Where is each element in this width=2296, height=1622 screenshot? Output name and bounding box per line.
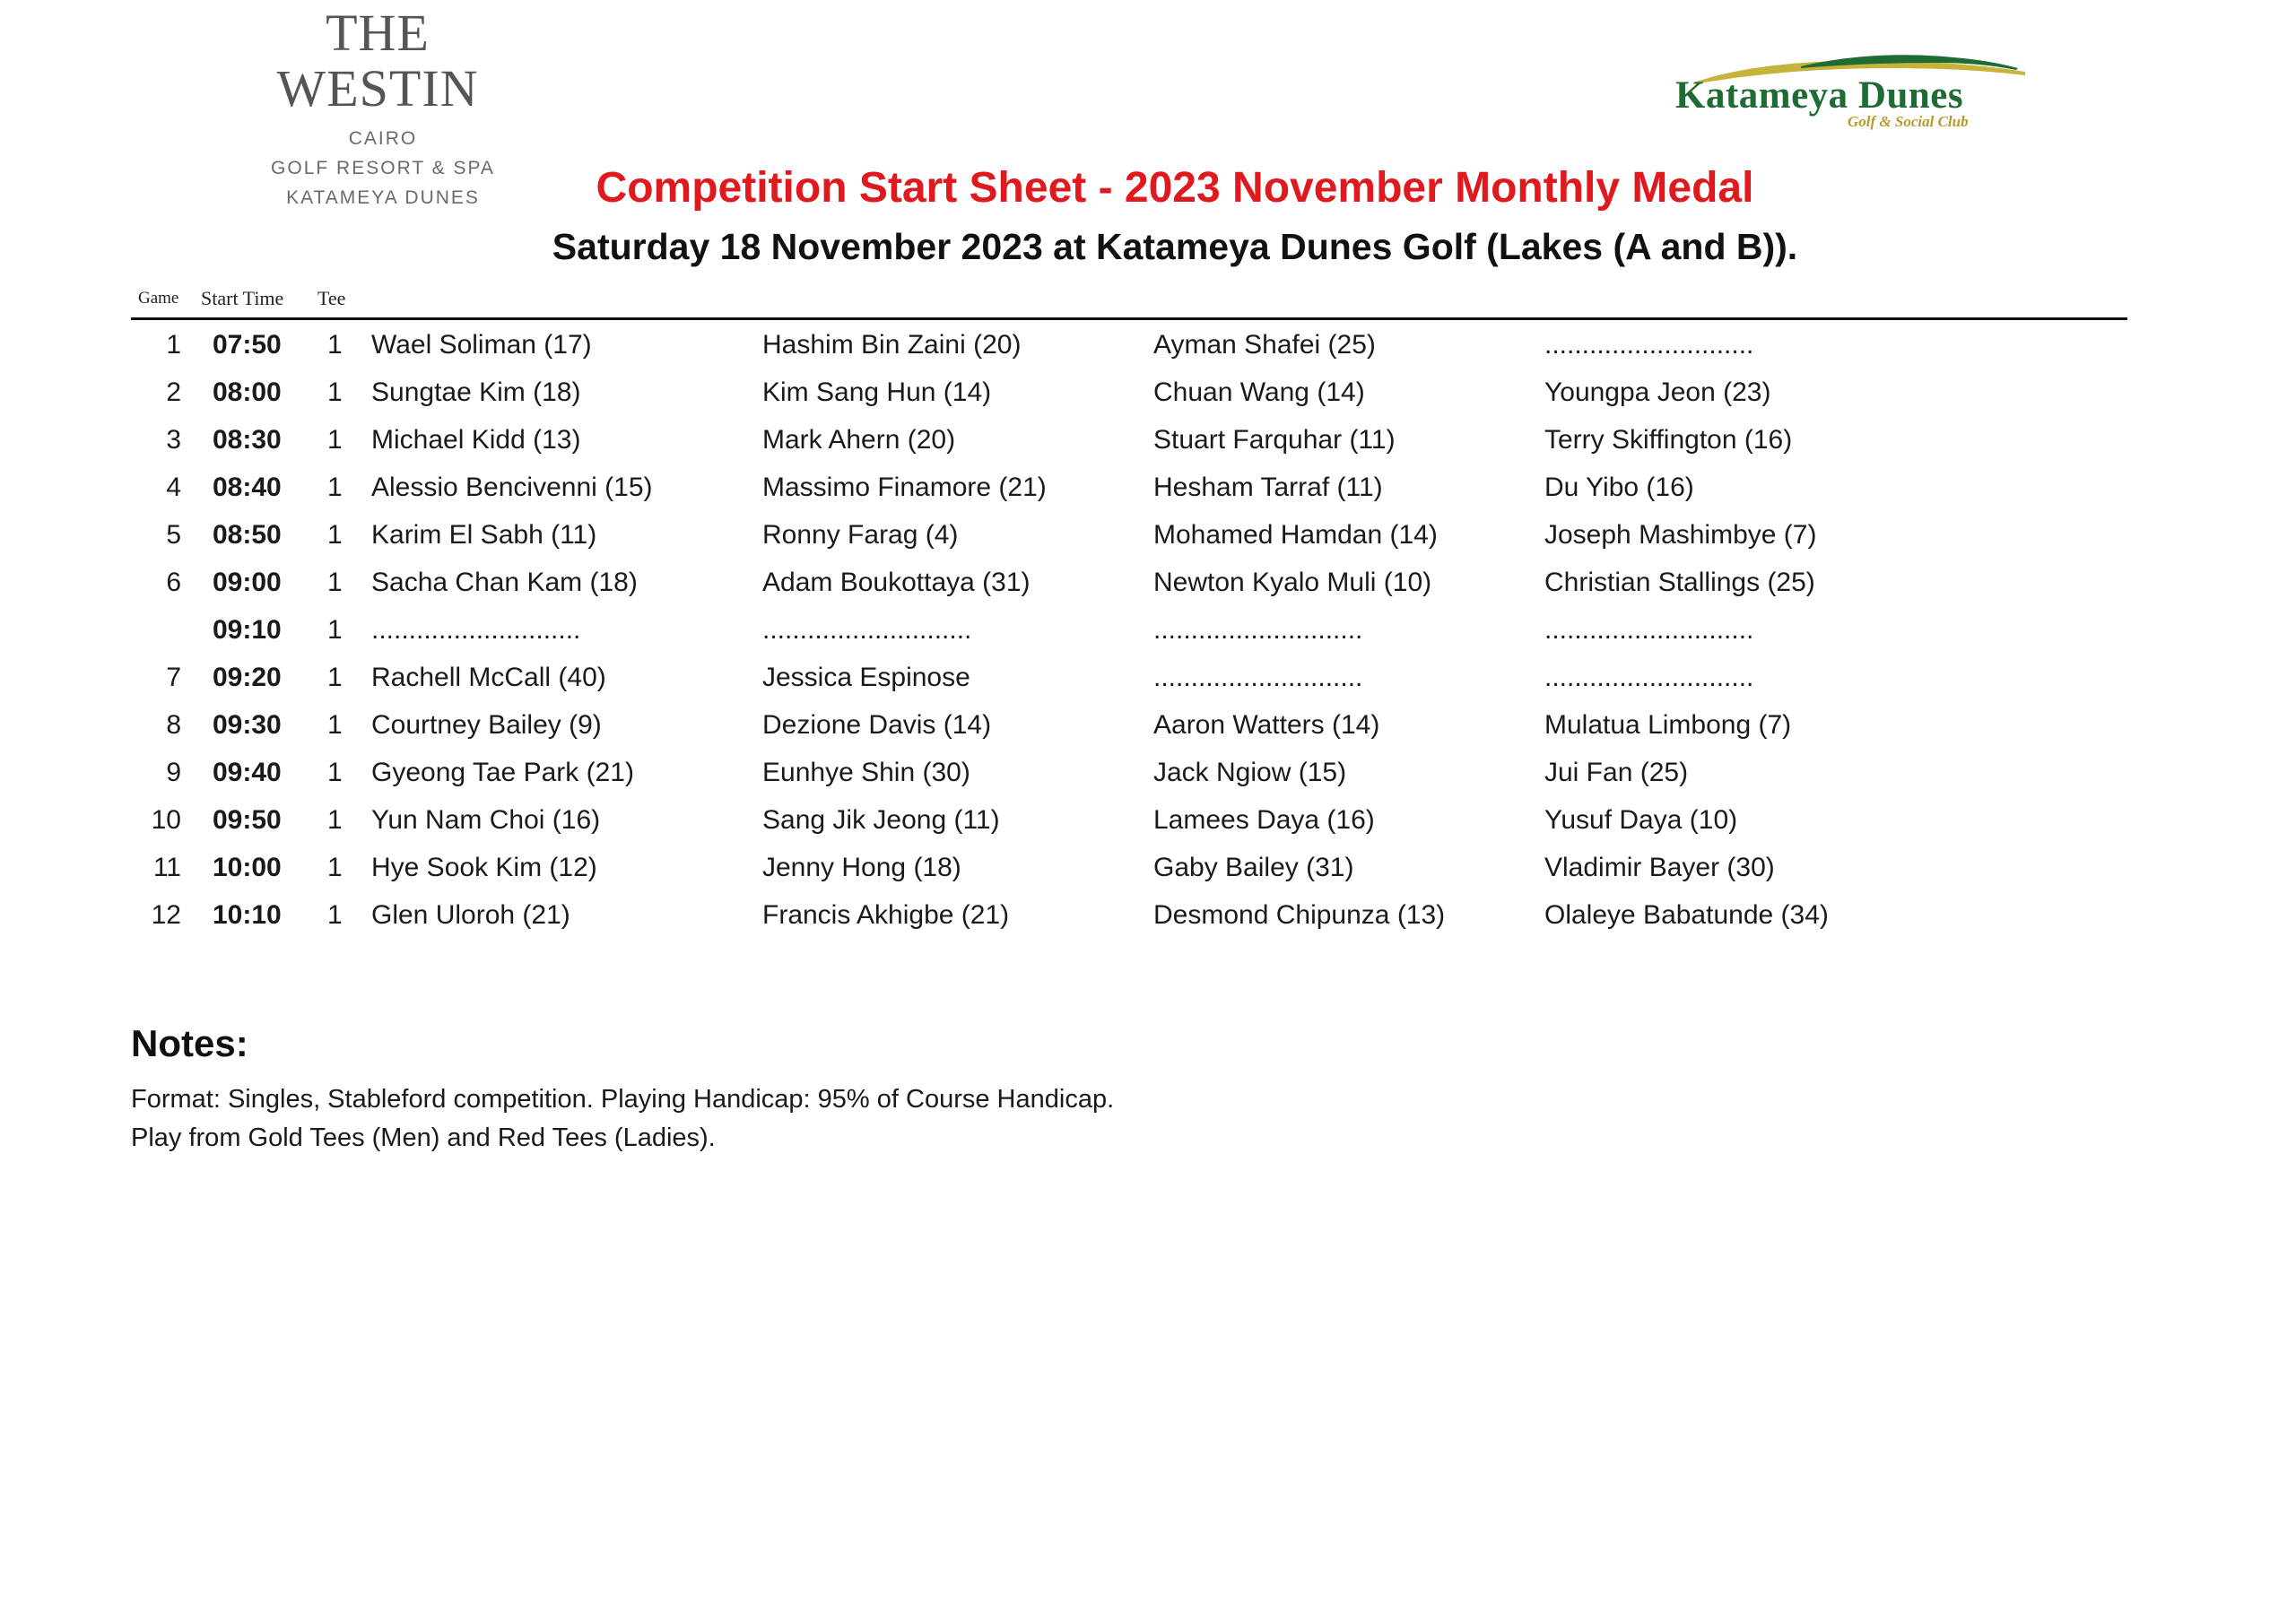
start-time: 09:20 — [213, 663, 282, 692]
start-time: 10:00 — [213, 853, 282, 882]
page-subtitle: Saturday 18 November 2023 at Katameya Dunes Golf (Lakes (A and B)). — [552, 226, 1798, 267]
player-1: Sacha Chan Kam (18) — [371, 568, 638, 597]
player-4: Du Yibo (16) — [1544, 473, 1694, 502]
player-4: Yusuf Daya (10) — [1544, 805, 1738, 835]
table-row — [131, 463, 2127, 510]
player-3: Chuan Wang (14) — [1153, 377, 1365, 407]
table-row — [131, 795, 2127, 843]
player-2: Sang Jik Jeong (11) — [762, 805, 1000, 835]
katameya-subtitle: Golf & Social Club — [1848, 113, 1969, 130]
player-3: Gaby Bailey (31) — [1153, 853, 1354, 882]
tee-number: 1 — [327, 900, 343, 930]
player-3: Jack Ngiow (15) — [1153, 758, 1347, 787]
player-4: Mulatua Limbong (7) — [1544, 710, 1792, 740]
start-time: 09:00 — [213, 568, 282, 597]
tee-number: 1 — [327, 568, 343, 597]
table-row — [131, 653, 2127, 700]
player-1: Alessio Bencivenni (15) — [371, 473, 653, 502]
start-time: 07:50 — [213, 330, 282, 360]
player-3: Newton Kyalo Muli (10) — [1153, 568, 1432, 597]
tee-number: 1 — [327, 520, 343, 550]
table-row — [131, 320, 2127, 368]
table-row — [131, 748, 2127, 795]
game-number: 6 — [166, 568, 181, 597]
tee-number: 1 — [327, 425, 343, 455]
player-2: Jessica Espinose — [762, 663, 970, 692]
player-4: Olaleye Babatunde (34) — [1544, 900, 1829, 930]
game-number: 1 — [166, 330, 181, 360]
table-row — [131, 605, 2127, 653]
game-number: 9 — [166, 758, 181, 787]
tee-number: 1 — [327, 853, 343, 882]
player-4: ............................ — [1544, 330, 1754, 360]
player-4: Youngpa Jeon (23) — [1544, 377, 1771, 407]
westin-line-resort: GOLF RESORT & SPA — [271, 158, 495, 178]
start-sheet-table — [131, 320, 2127, 938]
table-row — [131, 510, 2127, 558]
player-1: Karim El Sabh (11) — [371, 520, 597, 550]
table-header — [131, 285, 2127, 320]
player-1: ............................ — [371, 615, 581, 645]
tee-number: 1 — [327, 758, 343, 787]
player-2: Francis Akhigbe (21) — [762, 900, 1010, 930]
westin-line-location: KATAMEYA DUNES — [286, 187, 480, 208]
note-tees: Play from Gold Tees (Men) and Red Tees (Ladies). — [131, 1123, 716, 1152]
player-3: Mohamed Hamdan (14) — [1153, 520, 1438, 550]
header-game: Game — [138, 289, 179, 308]
player-1: Hye Sook Kim (12) — [371, 853, 597, 882]
start-time: 09:30 — [213, 710, 282, 740]
player-2: Mark Ahern (20) — [762, 425, 956, 455]
notes-heading: Notes: — [131, 1022, 248, 1064]
player-1: Glen Uloroh (21) — [371, 900, 570, 930]
start-time: 10:10 — [213, 900, 282, 930]
player-1: Gyeong Tae Park (21) — [371, 758, 634, 787]
page-title: Competition Start Sheet - 2023 November Monthly Medal — [596, 164, 1754, 212]
player-2: Jenny Hong (18) — [762, 853, 961, 882]
player-3: Lamees Daya (16) — [1153, 805, 1375, 835]
game-number: 7 — [166, 663, 181, 692]
player-2: Kim Sang Hun (14) — [762, 377, 992, 407]
header-start-time: Start Time — [201, 287, 284, 309]
game-number: 2 — [166, 377, 181, 407]
tee-number: 1 — [327, 710, 343, 740]
player-3: Ayman Shafei (25) — [1153, 330, 1376, 360]
table-row — [131, 558, 2127, 605]
start-time: 08:40 — [213, 473, 282, 502]
player-4: ............................ — [1544, 615, 1754, 645]
player-3: Hesham Tarraf (11) — [1153, 473, 1383, 502]
start-time: 09:10 — [213, 615, 282, 645]
tee-number: 1 — [327, 330, 343, 360]
player-1: Yun Nam Choi (16) — [371, 805, 601, 835]
player-2: ............................ — [762, 615, 972, 645]
start-time: 08:50 — [213, 520, 282, 550]
game-number: 10 — [151, 805, 181, 835]
game-number: 4 — [166, 473, 181, 502]
player-2: Hashim Bin Zaini (20) — [762, 330, 1022, 360]
start-time: 09:40 — [213, 758, 282, 787]
table-row — [131, 890, 2127, 938]
tee-number: 1 — [327, 473, 343, 502]
game-number: 12 — [151, 900, 181, 930]
tee-number: 1 — [327, 615, 343, 645]
player-1: Wael Soliman (17) — [371, 330, 592, 360]
start-time: 09:50 — [213, 805, 282, 835]
start-time: 08:00 — [213, 377, 282, 407]
player-2: Ronny Farag (4) — [762, 520, 959, 550]
player-3: Desmond Chipunza (13) — [1153, 900, 1446, 930]
start-time: 08:30 — [213, 425, 282, 455]
game-number: 11 — [152, 853, 181, 882]
player-4: Joseph Mashimbye (7) — [1544, 520, 1817, 550]
tee-number: 1 — [327, 663, 343, 692]
player-3: ............................ — [1153, 663, 1363, 692]
player-2: Massimo Finamore (21) — [762, 473, 1047, 502]
header-tee: Tee — [317, 287, 346, 309]
tee-number: 1 — [327, 377, 343, 407]
player-1: Courtney Bailey (9) — [371, 710, 602, 740]
table-row — [131, 368, 2127, 415]
katameya-dunes-logo — [1666, 52, 2036, 133]
player-3: Aaron Watters (14) — [1153, 710, 1380, 740]
player-4: Jui Fan (25) — [1544, 758, 1689, 787]
player-4: ............................ — [1544, 663, 1754, 692]
player-1: Rachell McCall (40) — [371, 663, 606, 692]
table-row — [131, 700, 2127, 748]
player-1: Michael Kidd (13) — [371, 425, 581, 455]
game-number: 5 — [166, 520, 181, 550]
westin-line-city: CAIRO — [348, 128, 418, 149]
player-4: Vladimir Bayer (30) — [1544, 853, 1775, 882]
player-2: Dezione Davis (14) — [762, 710, 992, 740]
tee-number: 1 — [327, 805, 343, 835]
game-number: 8 — [166, 710, 181, 740]
katameya-name: Katameya Dunes — [1675, 74, 1964, 117]
player-4: Christian Stallings (25) — [1544, 568, 1815, 597]
table-row — [131, 843, 2127, 890]
table-row — [131, 415, 2127, 463]
game-number: 3 — [166, 425, 181, 455]
player-3: Stuart Farquhar (11) — [1153, 425, 1396, 455]
player-2: Adam Boukottaya (31) — [762, 568, 1031, 597]
player-4: Terry Skiffington (16) — [1544, 425, 1793, 455]
player-1: Sungtae Kim (18) — [371, 377, 581, 407]
note-format: Format: Singles, Stableford competition. Playing Handicap: 95% of Course Handicap. — [131, 1085, 1115, 1114]
westin-wordmark: THE WESTIN — [276, 4, 479, 117]
player-2: Eunhye Shin (30) — [762, 758, 970, 787]
player-3: ............................ — [1153, 615, 1363, 645]
